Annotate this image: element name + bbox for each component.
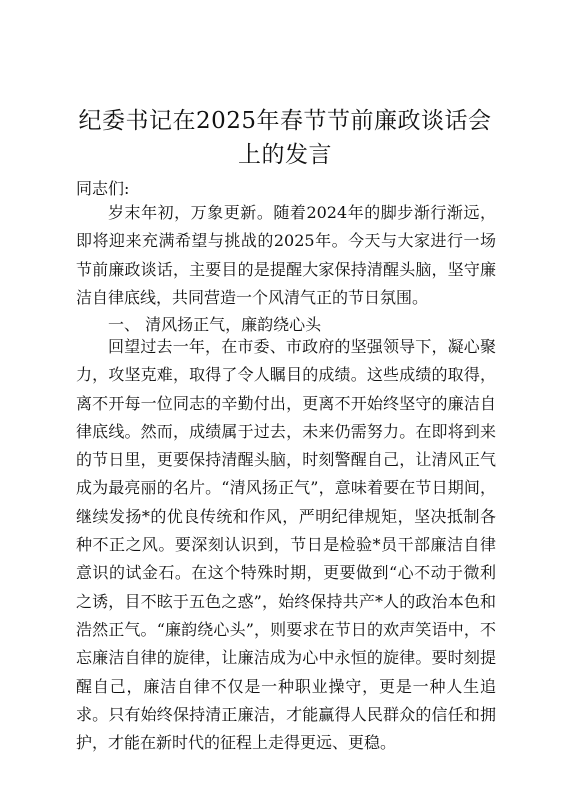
document-title: 纪委书记在2025年春节节前廉政谈话会上的发言 [78,108,492,168]
paragraph-review: 回望过去一年，在市委、市政府的坚强领导下，凝心聚力，攻坚克难，取得了令人瞩目的成绩。这些成绩的取得，离不开每一位同志的辛勤付出，更离不开始终坚守的廉洁自律底线。然而，成绩属于过去，未来仍需努力。在即将到来的节日里，更要保持清醒头脑，时刻警醒自己，让清风正气成为最亮丽的名片。“清风扬正气”，意味着要在节日期间，继续发扬*的优良传统和作风，严明纪律规矩，坚决抵制各种不正之风。要深刻认识到，节日是检验*员干部廉洁自律意识的试金石。在这个特殊时期，更要做到“心不动于微利之诱，目不眩于五色之惑”，始终保持共产*人的政治本色和浩然正气。“廉韵绕心头”，则要求在节日的欢声笑语中，不忘廉洁自律的旋律，让廉洁成为心中永恒的旋律。要时刻提醒自己，廉洁自律不仅是一种职业操守，更是一种人生追求。只有始终保持清正廉洁，才能赢得人民群众的信任和拥护，才能在新时代的征程上走得更远、更稳。 [76,337,496,753]
section-heading: 一、 清风扬正气，廉韵绕心头 [108,315,322,334]
paragraph-intro: 岁末年初，万象更新。随着2024年的脚步渐行渐远，即将迎来充满希望与挑战的2025年。今天与大家进行一场节前廉政谈话，主要目的是提醒大家保持清醒头脑，坚守廉洁自律底线，共同营造一个风清气正的节日氛围。 [76,203,496,307]
salutation: 同志们: [76,179,130,198]
